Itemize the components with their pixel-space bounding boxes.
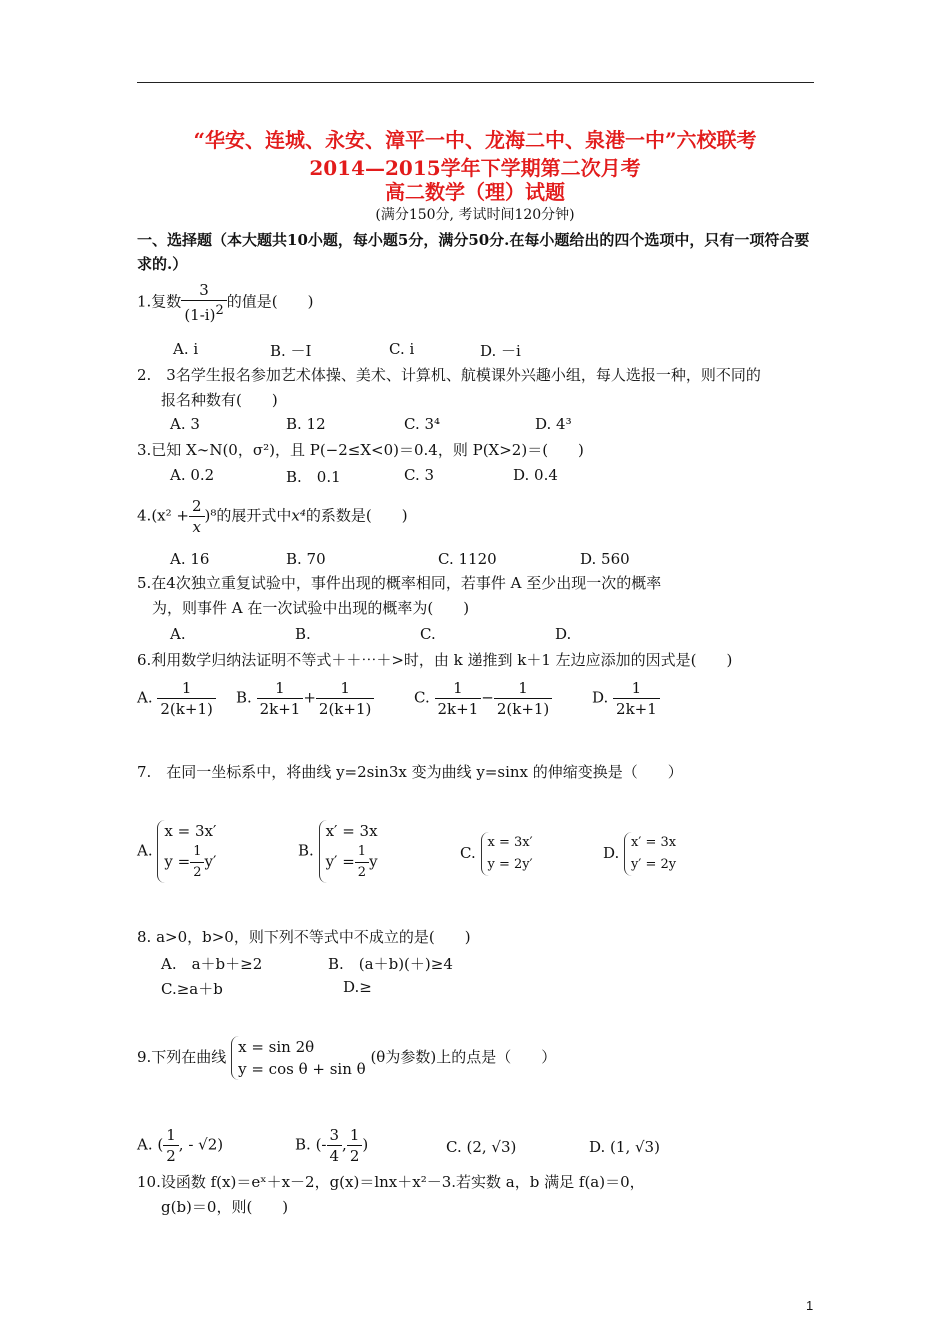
fraction: $\frac{1}{2k+1}$: [257, 678, 304, 719]
q4-option-c: C. 1120: [438, 550, 497, 568]
question-4: 4.(x² + $\frac{2}{x}$ )⁸的展开式中x⁴的系数是( ): [137, 497, 408, 536]
fraction: $\frac{1}{2}$: [347, 1125, 363, 1166]
q8-option-b: B. (a＋b)(＋)≥4: [328, 955, 453, 973]
q3-option-c: C. 3: [404, 466, 435, 484]
fraction: $\frac{2}{x}$: [189, 496, 205, 537]
question-6: 6.利用数学归纳法证明不等式＋＋⋯＋>时，由 k 递推到 k＋1 左边应添加的因式是( ): [137, 651, 733, 669]
q1-option-b: B. －I: [270, 342, 312, 360]
q6-option-d: D. $\frac{1}{2k+1}$: [592, 678, 660, 719]
fraction: $\frac{1}{2(k+1)}$: [494, 678, 552, 719]
q8-option-c: C.≥a＋b: [161, 980, 223, 998]
question-10-line2: g(b)＝0，则( ): [161, 1198, 289, 1216]
q9-option-c: C. (2, √3): [446, 1138, 517, 1156]
q7-option-b: B. x′ = 3x y′ = $\frac{1}{2}$ y: [298, 820, 378, 883]
q2-option-b: B. 12: [286, 415, 326, 433]
title-term: 2014—2015学年下学期第二次月考: [309, 156, 641, 180]
title-schools: “华安、连城、永安、漳平一中、龙海二中、泉港一中”六校联考: [193, 128, 757, 152]
q6-option-c: C. $\frac{1}{2k+1}$ − $\frac{1}{2(k+1)}$: [414, 678, 552, 719]
equation-system: x = sin 2θ y = cos θ + sin θ: [231, 1036, 366, 1080]
q5-option-a: A.: [170, 625, 186, 643]
q7-option-a: A. x = 3x′ y = $\frac{1}{2}$ y′: [137, 820, 216, 883]
fraction: $\frac{1}{2k+1}$: [435, 678, 482, 719]
q1-option-c: C. i: [389, 340, 415, 358]
fraction: $\frac{1}{2(k+1)}$: [316, 678, 374, 719]
q1-option-d: D. －i: [480, 342, 521, 360]
q9-option-b: B. (- $\frac{3}{4}$ , $\frac{1}{2}$ ): [295, 1126, 369, 1165]
question-7: 7. 在同一坐标系中，将曲线 y=2sin3x 变为曲线 y=sinx 的伸缩变换是（ ）: [137, 763, 683, 781]
equation-system: x = 3x′ y = $\frac{1}{2}$ y′: [157, 820, 216, 883]
q2-option-c: C. 3⁴: [404, 415, 441, 433]
question-9: 9.下列在曲线 x = sin 2θ y = cos θ + sin θ (θ为参数)上的点是（ ）: [137, 1038, 557, 1078]
q8-option-a: A. a＋b＋≥2: [161, 955, 263, 973]
q3-option-d: D. 0.4: [513, 466, 558, 484]
equation-system: x = 3x′ y = 2y′: [481, 832, 533, 876]
title-subject: 高二数学（理）试题: [385, 180, 565, 204]
question-2-line1: 2. 3名学生报名参加艺术体操、美术、计算机、航模课外兴趣小组，每人选报一种，则不同的: [137, 366, 761, 384]
equation-system: x′ = 3x y′ = $\frac{1}{2}$ y: [319, 820, 378, 883]
section-heading: 一、选择题（本大题共10小题，每小题5分，满分50分.在每小题给出的四个选项中，只有一项符合要求的.）: [137, 231, 810, 273]
fraction: $\frac{1}{2(k+1)}$: [157, 678, 215, 719]
q2-option-a: A. 3: [170, 415, 200, 433]
q4-option-d: D. 560: [580, 550, 630, 568]
fraction: $\frac{1}{2}$: [355, 842, 369, 883]
question-10-line1: 10.设函数 f(x)＝eˣ＋x－2，g(x)＝lnx＋x²－3.若实数 a，b 满足 f(a)＝0，: [137, 1173, 645, 1191]
q7-option-d: D. x′ = 3x y′ = 2y: [603, 832, 676, 876]
equation-system: x′ = 3x y′ = 2y: [624, 832, 676, 876]
question-5-line1: 5.在4次独立重复试验中，事件出现的概率相同，若事件 A 至少出现一次的概率: [137, 574, 662, 592]
q9-option-d: D. (1, √3): [589, 1138, 660, 1156]
q3-option-b: B. 0.1: [286, 468, 341, 486]
question-5-line2: 为，则事件 A 在一次试验中出现的概率为( ): [152, 599, 470, 617]
q5-option-d: D.: [555, 625, 572, 643]
exam-info: (满分150分, 考试时间120分钟): [375, 207, 575, 223]
question-1: 1.复数 $\frac{3}{(1-i)^2}$ 的值是( ): [137, 281, 314, 324]
q7-option-c: C. x = 3x′ y = 2y′: [460, 832, 533, 876]
q1-option-a: A. i: [173, 340, 199, 358]
q6-option-a: A. $\frac{1}{2(k+1)}$: [137, 678, 216, 719]
fraction: $\frac{1}{2k+1}$: [613, 678, 660, 719]
question-2-line2: 报名种数有( ): [161, 391, 278, 409]
fraction: $\frac{1}{2}$: [163, 1125, 179, 1166]
q9-option-a: A. ( $\frac{1}{2}$ , - √2): [137, 1126, 224, 1165]
q6-option-b: B. $\frac{1}{2k+1}$ + $\frac{1}{2(k+1)}$: [236, 678, 374, 719]
question-8: 8. a>0，b>0，则下列不等式中不成立的是( ): [137, 928, 471, 946]
q4-option-a: A. 16: [170, 550, 210, 568]
q5-option-c: C.: [420, 625, 436, 643]
question-3: 3.已知 X∼N(0，σ²)，且 P(−2≤X<0)＝0.4，则 P(X>2)＝( ): [137, 441, 584, 459]
fraction: $\frac{1}{2}$: [190, 842, 204, 883]
q5-option-b: B.: [295, 625, 311, 643]
q8-option-d: D.≥: [343, 978, 372, 996]
q3-option-a: A. 0.2: [170, 466, 215, 484]
page-number: 1: [806, 1298, 814, 1313]
top-rule: [137, 82, 814, 83]
fraction: $\frac{3}{(1-i)^2}$: [181, 280, 226, 325]
q2-option-d: D. 4³: [535, 415, 572, 433]
fraction: $\frac{3}{4}$: [327, 1125, 343, 1166]
q4-option-b: B. 70: [286, 550, 326, 568]
